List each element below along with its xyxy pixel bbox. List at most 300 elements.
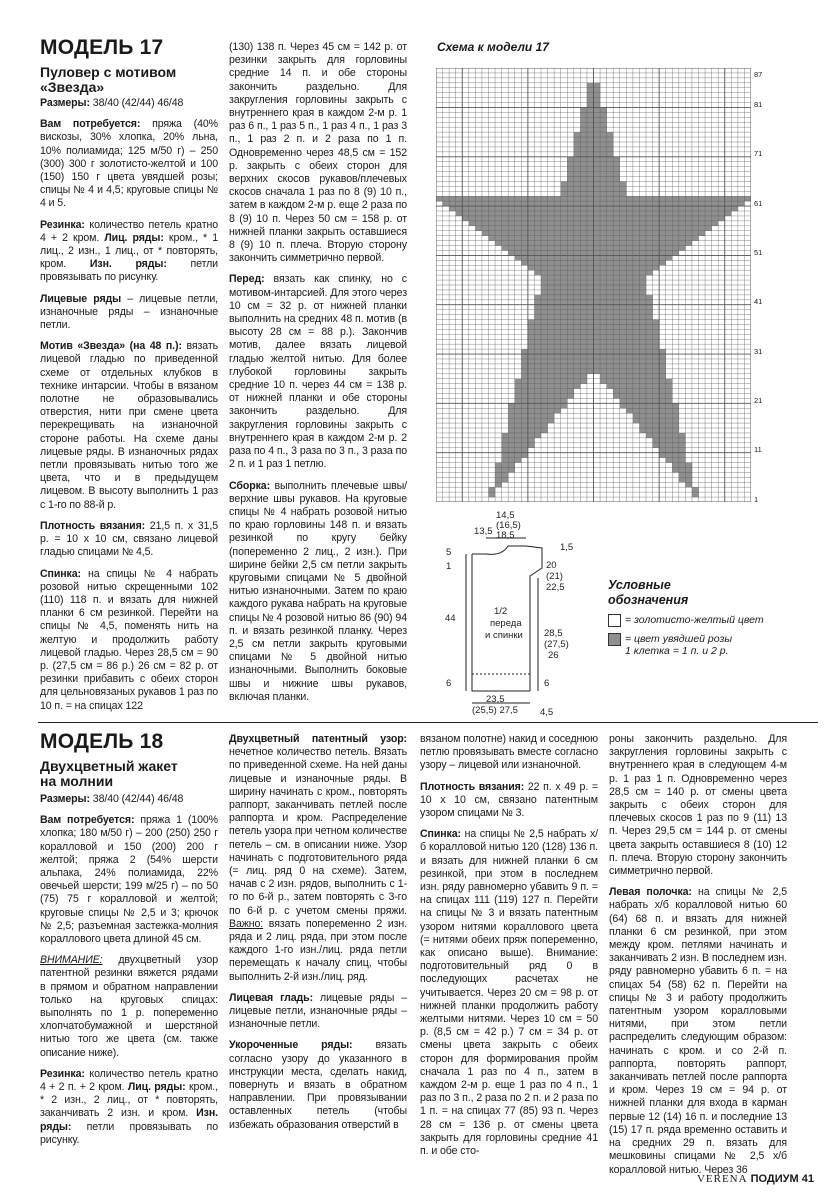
star-cell	[607, 315, 614, 320]
star-cell	[685, 472, 692, 477]
star-cell	[594, 305, 601, 310]
star-cell	[613, 177, 620, 182]
star-cell	[561, 280, 568, 285]
star-cell	[607, 344, 614, 349]
star-cell	[469, 216, 476, 221]
row-number-label: 81	[754, 100, 763, 109]
star-cell	[580, 315, 587, 320]
star-cell	[699, 226, 706, 231]
star-cell	[607, 255, 614, 260]
row-number-label: 1	[754, 494, 759, 504]
star-cell	[508, 418, 515, 423]
star-cell	[534, 349, 541, 354]
star-cell	[587, 290, 594, 295]
star-cell	[580, 250, 587, 255]
star-cell	[600, 196, 607, 201]
row-number-label: 71	[754, 149, 763, 159]
star-cell	[521, 389, 528, 394]
star-cell	[580, 241, 587, 246]
star-cell	[567, 255, 574, 260]
star-cell	[613, 374, 620, 379]
star-cell	[653, 408, 660, 413]
star-cell	[587, 300, 594, 305]
star-cell	[626, 241, 633, 246]
star-cell	[646, 320, 653, 325]
star-cell	[534, 295, 541, 300]
star-cell	[666, 379, 673, 384]
dim-9: (21)	[546, 571, 563, 582]
star-cell	[685, 231, 692, 236]
star-cell	[548, 364, 555, 369]
row-number-label: 31	[754, 346, 763, 356]
star-cell	[600, 216, 607, 221]
star-cell	[646, 418, 653, 423]
star-cell	[574, 364, 581, 369]
star-cell	[633, 349, 640, 354]
star-cell	[653, 369, 660, 374]
star-cell	[607, 241, 614, 246]
star-cell	[561, 226, 568, 231]
star-cell	[653, 403, 660, 408]
star-cell	[712, 211, 719, 216]
star-cell	[574, 157, 581, 162]
star-cell	[653, 389, 660, 394]
star-cell	[633, 413, 640, 418]
star-cell	[541, 320, 548, 325]
star-cell	[456, 196, 463, 201]
star-cell	[567, 374, 574, 379]
star-cell	[607, 384, 614, 389]
star-cell	[620, 265, 627, 270]
star-cell	[554, 379, 561, 384]
star-cell	[594, 221, 601, 226]
star-cell	[567, 157, 574, 162]
star-cell	[620, 403, 627, 408]
sizes-text: 38/40 (42/44) 46/48	[89, 97, 184, 109]
star-cell	[633, 231, 640, 236]
star-cell	[587, 112, 594, 117]
star-cell	[639, 369, 646, 374]
star-cell	[534, 359, 541, 364]
star-cell	[541, 389, 548, 394]
star-cell	[672, 463, 679, 468]
star-cell	[600, 369, 607, 374]
materials-text: пряжа (40% вискозы, 30% хлопка, 20% льна, 10% полиамида; 125 м/50 г) – 250 (300) 300 г золотисто-желтой и 100 (150) 150 г цвета увядшей розы; спицы № 4 и 4,5; круговые спицы № 4 и 5.	[40, 118, 218, 210]
star-cell	[712, 206, 719, 211]
star-cell	[567, 246, 574, 251]
star-cell	[574, 359, 581, 364]
star-cell	[633, 379, 640, 384]
star-cell	[574, 344, 581, 349]
star-cell	[646, 260, 653, 265]
star-cell	[639, 428, 646, 433]
star-cell	[580, 206, 587, 211]
star-cell	[521, 201, 528, 206]
m18-sizes-text: 38/40 (42/44) 46/48	[89, 793, 184, 805]
dim-16: (27,5)	[544, 639, 569, 650]
star-cell	[587, 216, 594, 221]
star-cell	[607, 132, 614, 137]
star-cell	[502, 221, 509, 226]
star-cell	[613, 181, 620, 186]
star-cell	[574, 132, 581, 137]
star-cell	[672, 453, 679, 458]
star-cell	[600, 181, 607, 186]
star-cell	[554, 320, 561, 325]
star-cell	[587, 324, 594, 329]
star-cell	[567, 369, 574, 374]
star-cell	[548, 221, 555, 226]
star-cell	[659, 260, 666, 265]
star-cell	[554, 329, 561, 334]
star-cell	[456, 211, 463, 216]
star-cell	[659, 354, 666, 359]
star-cell	[594, 246, 601, 251]
star-cell	[666, 246, 673, 251]
star-cell	[633, 201, 640, 206]
star-cell	[554, 226, 561, 231]
star-cell	[521, 211, 528, 216]
star-cell	[554, 216, 561, 221]
star-cell	[699, 211, 706, 216]
star-cell	[574, 221, 581, 226]
m18-short-rows-label: Укороченные ряды:	[229, 1039, 353, 1052]
star-cell	[607, 191, 614, 196]
star-cell	[587, 255, 594, 260]
star-cell	[600, 152, 607, 157]
star-cell	[508, 408, 515, 413]
star-cell	[548, 344, 555, 349]
star-cell	[521, 418, 528, 423]
star-cell	[561, 181, 568, 186]
star-cell	[548, 374, 555, 379]
star-cell	[679, 467, 686, 472]
star-cell	[600, 122, 607, 127]
star-cell	[515, 236, 522, 241]
star-cell	[607, 172, 614, 177]
star-cell	[534, 305, 541, 310]
star-cell	[653, 236, 660, 241]
star-cell	[633, 295, 640, 300]
star-cell	[646, 329, 653, 334]
star-cell	[659, 438, 666, 443]
star-cell	[574, 152, 581, 157]
star-cell	[548, 398, 555, 403]
star-cell	[626, 344, 633, 349]
m18-rib-label: Резинка:	[40, 1067, 85, 1080]
star-cell	[541, 369, 548, 374]
star-cell	[600, 191, 607, 196]
star-cell	[482, 216, 489, 221]
m18-important-text: вязать попеременно 2 изн. ряда и 2 лиц. ряда, при этом после каждого 1-го изн./лиц. ряда петли перемещать к началу спиц, чтобы выполнить 2-й изн./лиц. ряд.	[229, 917, 407, 983]
star-cell	[633, 418, 640, 423]
star-cell	[594, 172, 601, 177]
legend-title-line2: обозначения	[608, 593, 689, 607]
star-cell	[666, 211, 673, 216]
star-cell	[548, 359, 555, 364]
star-cell	[574, 206, 581, 211]
star-cell	[620, 290, 627, 295]
star-cell	[554, 285, 561, 290]
dim-3: 18,5	[496, 530, 515, 541]
star-cell	[587, 295, 594, 300]
star-cell	[541, 300, 548, 305]
star-cell	[534, 364, 541, 369]
star-cell	[541, 329, 548, 334]
pattern-neckline	[472, 546, 526, 554]
star-cell	[594, 167, 601, 172]
star-cell	[600, 226, 607, 231]
star-cell	[534, 265, 541, 270]
star-cell	[633, 403, 640, 408]
m18-back-label: Спинка:	[420, 828, 461, 841]
star-cell	[607, 246, 614, 251]
star-cell	[659, 221, 666, 226]
star-cell	[580, 339, 587, 344]
star-cell	[567, 300, 574, 305]
star-cell	[600, 107, 607, 112]
star-cell	[534, 418, 541, 423]
dim-11: 44	[445, 613, 456, 624]
star-cell	[646, 221, 653, 226]
star-cell	[521, 453, 528, 458]
star-cell	[600, 167, 607, 172]
star-cell	[594, 334, 601, 339]
star-cell	[528, 438, 535, 443]
star-cell	[554, 334, 561, 339]
star-cell	[587, 270, 594, 275]
star-cell	[528, 384, 535, 389]
chart-legend	[608, 578, 764, 657]
star-cell	[626, 265, 633, 270]
star-cell	[567, 270, 574, 275]
star-cell	[580, 127, 587, 132]
star-cell	[567, 389, 574, 394]
star-cell	[508, 423, 515, 428]
star-cell	[679, 246, 686, 251]
star-cell	[508, 463, 515, 468]
star-cell	[521, 255, 528, 260]
star-cell	[626, 403, 633, 408]
star-cell	[594, 152, 601, 157]
star-cell	[587, 241, 594, 246]
star-cell	[646, 226, 653, 231]
star-cell	[561, 295, 568, 300]
star-cell	[679, 221, 686, 226]
star-cell	[561, 389, 568, 394]
star-cell	[613, 349, 620, 354]
star-cell	[607, 196, 614, 201]
star-cell	[607, 364, 614, 369]
star-cell	[626, 221, 633, 226]
star-cell	[548, 384, 555, 389]
star-cell	[515, 398, 522, 403]
star-cell	[626, 339, 633, 344]
star-cell	[607, 137, 614, 142]
star-cell	[561, 339, 568, 344]
star-cell	[548, 250, 555, 255]
star-cell	[561, 379, 568, 384]
legend-row-yellow	[608, 614, 764, 627]
star-cell	[554, 394, 561, 399]
star-cell	[613, 236, 620, 241]
star-cell	[600, 186, 607, 191]
star-cell	[646, 201, 653, 206]
star-cell	[633, 226, 640, 231]
model-18-subtitle-line1: Двухцветный жакет	[40, 758, 178, 774]
star-cell	[567, 339, 574, 344]
star-cell	[639, 270, 646, 275]
star-cell	[600, 211, 607, 216]
star-cell	[475, 211, 482, 216]
star-cell	[567, 241, 574, 246]
star-cell	[600, 354, 607, 359]
star-cell	[567, 172, 574, 177]
star-cell	[607, 231, 614, 236]
star-cell	[541, 290, 548, 295]
star-cell	[639, 423, 646, 428]
star-cell	[541, 231, 548, 236]
star-cell	[679, 438, 686, 443]
star-cell	[600, 147, 607, 152]
star-cell	[626, 320, 633, 325]
star-cell	[666, 241, 673, 246]
star-cell	[659, 369, 666, 374]
star-cell	[534, 300, 541, 305]
star-cell	[548, 389, 555, 394]
star-cell	[731, 206, 738, 211]
star-cell	[580, 177, 587, 182]
star-cell	[613, 241, 620, 246]
star-cell	[495, 226, 502, 231]
star-cell	[534, 310, 541, 315]
star-cell	[626, 250, 633, 255]
star-cell	[666, 216, 673, 221]
star-cell	[653, 374, 660, 379]
star-cell	[626, 364, 633, 369]
star-cell	[548, 334, 555, 339]
star-cell	[626, 374, 633, 379]
star-cell	[666, 428, 673, 433]
star-cell	[620, 285, 627, 290]
star-cell	[633, 246, 640, 251]
star-cell	[653, 354, 660, 359]
star-cell	[672, 433, 679, 438]
star-cell	[534, 433, 541, 438]
star-cell	[475, 201, 482, 206]
star-cell	[620, 384, 627, 389]
star-cell	[646, 324, 653, 329]
star-cell	[515, 394, 522, 399]
star-cell	[653, 329, 660, 334]
star-cell	[620, 339, 627, 344]
star-cell	[659, 236, 666, 241]
dim-17: 26	[548, 650, 559, 661]
star-cell	[541, 206, 548, 211]
star-cell	[554, 260, 561, 265]
star-cell	[561, 354, 568, 359]
star-cell	[541, 384, 548, 389]
star-cell	[679, 433, 686, 438]
star-cell	[567, 320, 574, 325]
star-cell	[541, 423, 548, 428]
star-cell	[554, 354, 561, 359]
star-cell	[534, 216, 541, 221]
assembly-text: выполнить плечевые швы/верхние швы рукавов. На круговые спицы № 4 набрать розовой нитью по краю горловины 148 п. и вязать резинкой по кругу бейку (попеременно 2 лиц., 2 изн.). При ширине бейки 2,5 см петли закрыть круговыми спицами № 5 двойной нитью изнаночными. Затем по краю каждого рукава набрать на круговые спицы № 4 розовой нитью 86 (90) 94 п. и вязать резинкой планку. Через 2,5 см петли закрыть круговыми спицами № 5 двойной нитью изнаночными. Выполнить боковые швы и нижние швы рукавов, включая планки.	[229, 479, 407, 703]
star-cell	[508, 196, 515, 201]
star-cell	[528, 320, 535, 325]
star-cell	[515, 389, 522, 394]
star-cell	[541, 211, 548, 216]
star-cell	[613, 157, 620, 162]
star-cell	[534, 384, 541, 389]
m18-rib-face-text: кром., * 2 изн., 2 лиц., от * повторять, заканчивать 2 изн. и кром.	[40, 1081, 218, 1120]
star-cell	[567, 265, 574, 270]
star-cell	[574, 295, 581, 300]
star-cell	[554, 270, 561, 275]
star-cell	[594, 310, 601, 315]
star-cell	[587, 226, 594, 231]
star-cell	[646, 374, 653, 379]
star-cell	[666, 389, 673, 394]
star-cell	[495, 463, 502, 468]
star-cell	[633, 320, 640, 325]
star-cell	[515, 201, 522, 206]
star-cell	[666, 221, 673, 226]
star-cell	[646, 398, 653, 403]
star-cell	[561, 334, 568, 339]
star-cell	[613, 369, 620, 374]
star-cell	[607, 157, 614, 162]
star-cell	[508, 241, 515, 246]
star-cell	[587, 181, 594, 186]
star-cell	[607, 339, 614, 344]
star-cell	[587, 117, 594, 122]
star-cell	[541, 418, 548, 423]
legend-label-rose-1: = цвет увядшей розы	[625, 633, 733, 645]
star-cell	[613, 201, 620, 206]
star-cell	[561, 260, 568, 265]
star-cell	[607, 280, 614, 285]
dim-1: 14,5	[496, 510, 515, 521]
star-cell	[666, 255, 673, 260]
page-footer	[697, 1173, 814, 1185]
star-cell	[489, 492, 496, 497]
star-cell	[659, 226, 666, 231]
star-cell	[659, 211, 666, 216]
star-cell	[692, 492, 699, 497]
footer-brand: VERENA	[696, 1173, 748, 1185]
star-cell	[580, 201, 587, 206]
star-cell	[534, 226, 541, 231]
star-cell	[567, 167, 574, 172]
star-cell	[659, 453, 666, 458]
star-cell	[521, 349, 528, 354]
star-cell	[528, 389, 535, 394]
star-cell	[489, 206, 496, 211]
star-cell	[620, 206, 627, 211]
star-cell	[699, 221, 706, 226]
star-cell	[548, 413, 555, 418]
star-cell	[653, 246, 660, 251]
star-cell	[626, 260, 633, 265]
star-cell	[528, 211, 535, 216]
star-cell	[554, 265, 561, 270]
star-cell	[600, 310, 607, 315]
star-cell	[574, 324, 581, 329]
star-cell	[548, 379, 555, 384]
star-cell	[587, 142, 594, 147]
